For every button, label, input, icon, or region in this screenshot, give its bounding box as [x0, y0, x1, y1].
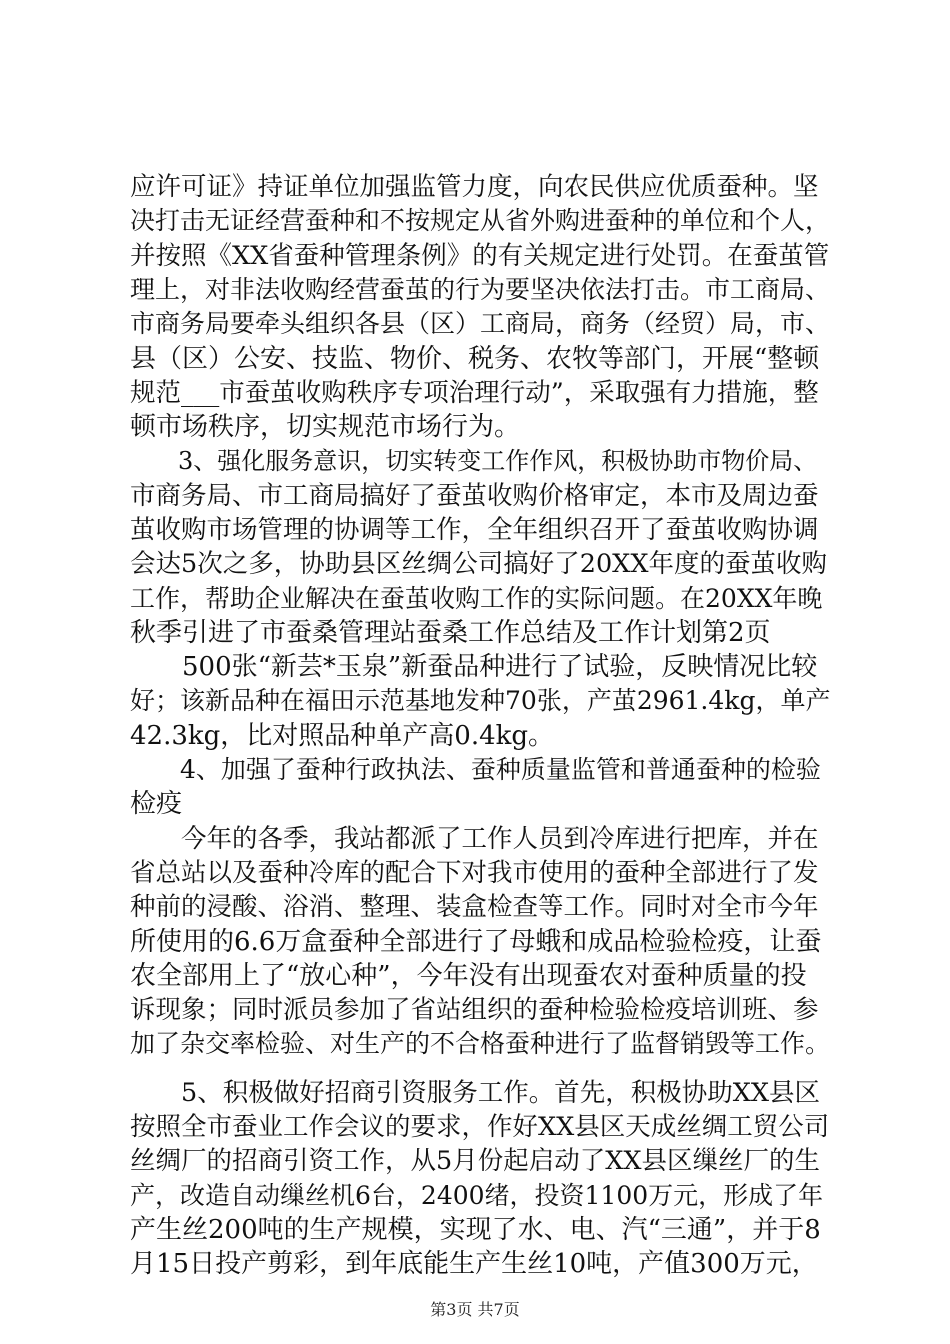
body-text-line: 种前的浸酸、浴消、整理、装盒检查等工作。同时对全市今年 — [130, 892, 819, 922]
body-text-line: 规范___市蚕茧收购秩序专项治理行动”，采取强有力措施，整 — [130, 378, 819, 408]
body-text-line: 工作，帮助企业解决在蚕茧收购工作的实际问题。在20XX年晚 — [130, 584, 823, 613]
body-text-line: 并按照《XX省蚕种管理条例》的有关规定进行处罚。在蚕茧管 — [130, 241, 830, 271]
body-text-line: 月15日投产剪彩，到年底能生产生丝10吨，产值300万元， — [130, 1249, 818, 1279]
body-text-line: 500张“新芸*玉泉”新蚕品种进行了试验，反映情况比较 — [130, 652, 818, 682]
body-text-line: 4、加强了蚕种行政执法、蚕种质量监管和普通蚕种的检验 — [130, 755, 821, 784]
body-text-line: 按照全市蚕业工作会议的要求，作好XX县区天成丝绸工贸公司 — [130, 1112, 830, 1142]
body-text-line: 顿市场秩序，切实规范市场行为。 — [130, 412, 521, 442]
body-text-line: 检疫 — [130, 789, 183, 819]
body-text-line: 产，改造自动缫丝机6台，2400绪，投资1100万元，形成了年 — [130, 1181, 824, 1210]
body-text-line: 今年的各季，我站都派了工作人员到冷库进行把库，并在 — [130, 824, 819, 854]
body-text-line: 所使用的6.6万盒蚕种全部进行了母蛾和成品检验检疫，让蚕 — [130, 927, 822, 957]
body-text-line: 好；该新品种在福田示范基地发种70张，产茧2961.4kg，单产 — [130, 686, 831, 715]
body-text-line: 会达5次之多，协助县区丝绸公司搞好了20XX年度的蚕茧收购 — [130, 549, 827, 579]
body-text-line: 茧收购市场管理的协调等工作，全年组织召开了蚕茧收购协调 — [130, 515, 819, 545]
page-footer: 第3页 共7页 — [430, 1300, 520, 1319]
body-text-line: 3、强化服务意识，切实转变工作作风，积极协助市物价局、 — [130, 447, 818, 475]
body-text-line: 决打击无证经营蚕种和不按规定从省外购进蚕种的单位和个人， — [130, 206, 831, 235]
body-text-line: 县（区）公安、技监、物价、税务、农牧等部门，开展“整顿 — [130, 344, 820, 374]
body-text-line: 5、积极做好招商引资服务工作。首先，积极协助XX县区 — [130, 1078, 821, 1108]
body-text-line: 理上，对非法收购经营蚕茧的行为要坚决依法打击。市工商局、 — [130, 275, 831, 304]
body-text-line: 省总站以及蚕种冷库的配合下对我市使用的蚕种全部进行了发 — [130, 858, 819, 888]
body-text-line: 产生丝200吨的生产规模，实现了水、电、汽“三通”，并于8 — [130, 1215, 821, 1245]
body-text-line: 市商务局、市工商局搞好了蚕茧收购价格审定，本市及周边蚕 — [130, 481, 819, 511]
body-text-line: 农全部用上了“放心种”，今年没有出现蚕农对蚕种质量的投 — [130, 961, 807, 991]
body-text-line: 市商务局要牵头组织各县（区）工商局，商务（经贸）局，市、 — [130, 309, 831, 338]
body-text-line: 秋季引进了市蚕桑管理站蚕桑工作总结及工作计划第2页 — [130, 618, 771, 648]
body-text-line: 应许可证》持证单位加强监管力度，向农民供应优质蚕种。坚 — [130, 172, 819, 202]
body-text-line: 丝绸厂的招商引资工作，从5月份起启动了XX县区缫丝厂的生 — [130, 1146, 821, 1176]
body-text-line: 加了杂交率检验、对生产的不合格蚕种进行了监督销毁等工作。 — [130, 1029, 831, 1058]
body-text-line: 42.3kg，比对照品种单产高0.4kg。 — [130, 721, 555, 751]
body-text-line: 诉现象；同时派员参加了省站组织的蚕种检验检疫培训班、参 — [130, 995, 819, 1025]
